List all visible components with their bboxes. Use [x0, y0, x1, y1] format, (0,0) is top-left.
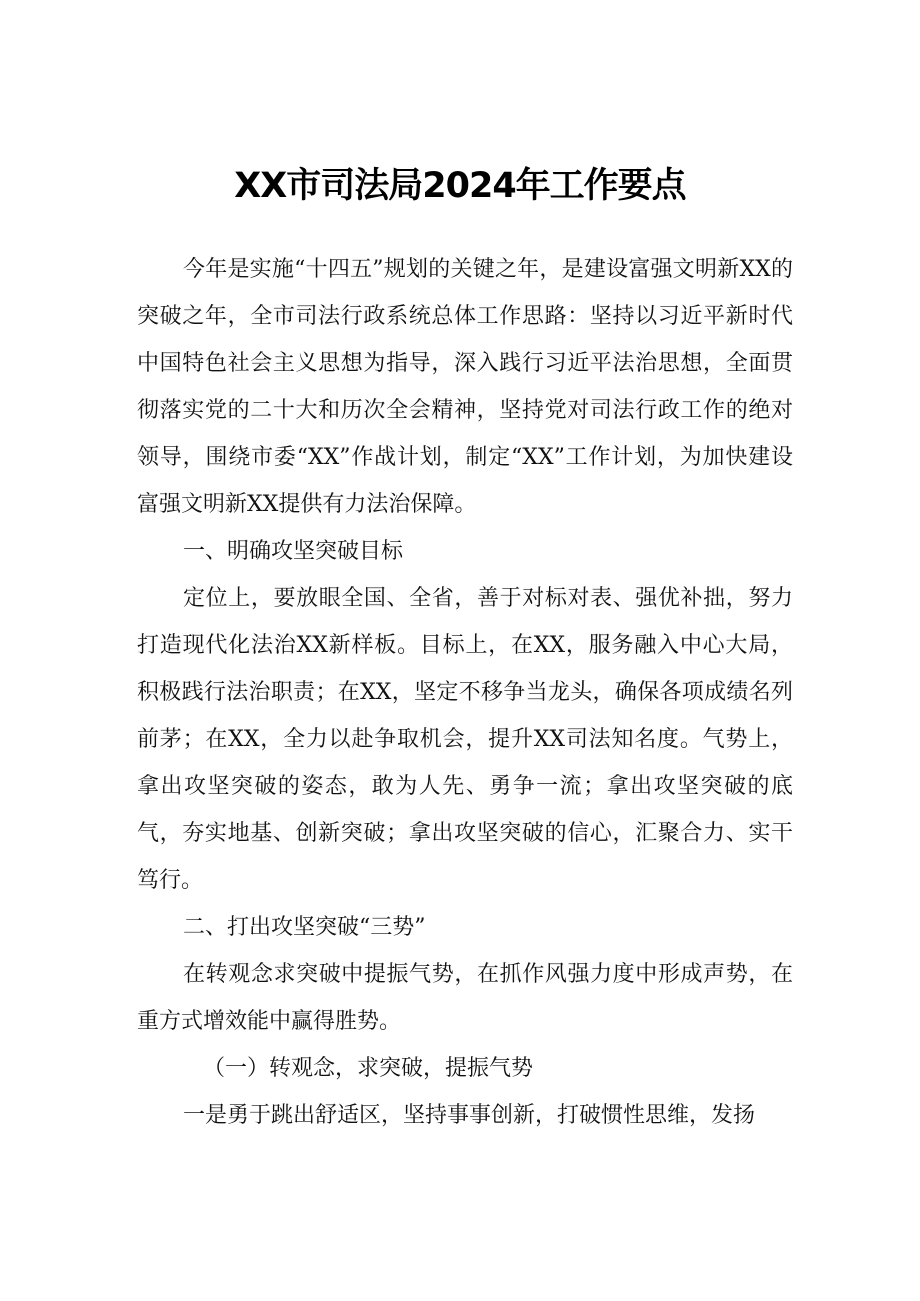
subsection-1-heading: （一）转观念，求突破，提振气势: [203, 1056, 534, 1081]
subsection-1-paragraph: 一是勇于跳出舒适区，坚持事事创新，打破惯性思维，发扬: [183, 1103, 756, 1128]
section-2-heading: 二、打出攻坚突破“三势”: [183, 915, 426, 940]
intro-paragraph: 今年是实施“十四五”规划的关键之年，是建设富强文明新XX的突破之年，全市司法行政系统总体工作思路：坚持以习近平新时代中国特色社会主义思想为指导，深入践行习近平法治思想，全面贯彻落实党的二十大和历次全会精神，坚持党对司法行政工作的绝对领导，围绕市委“XX”作战计划，制定“XX”工作计划，为加快建设富强文明新XX提供有力法治保障。: [137, 257, 793, 517]
section-1-paragraph: 定位上，要放眼全国、全省，善于对标对表、强优补拙，努力打造现代化法治XX新样板。目标上，在XX，服务融入中心大局，积极践行法治职责；在XX，坚定不移争当龙头，确保各项成绩名列前茅；在XX，全力以赴争取机会，提升XX司法知名度。气势上，拿出攻坚突破的姿态，敢为人先、勇争一流；拿出攻坚突破的底气，夯实地基、创新突破；拿出攻坚突破的信心，汇聚合力、实干笃行。: [137, 586, 793, 893]
section-2-paragraph: 在转观念求突破中提振气势，在抓作风强力度中形成声势，在重方式增效能中赢得胜势。: [137, 962, 793, 1034]
document-title: XX市司法局2024年工作要点: [234, 166, 686, 206]
document-body: [137, 246, 793, 1139]
section-1-heading: 一、明确攻坚突破目标: [183, 539, 404, 564]
